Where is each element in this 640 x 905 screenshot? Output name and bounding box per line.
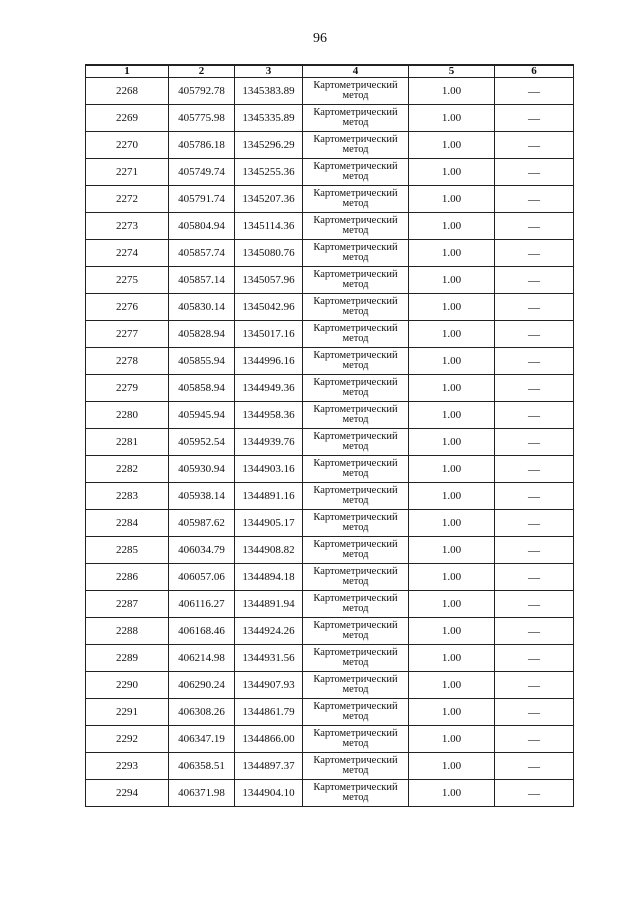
coordinate-x-cell: 405857.74 [169, 240, 235, 267]
table-row [86, 213, 574, 240]
table-row [86, 483, 574, 510]
note-cell: — [495, 375, 574, 402]
table-body [86, 78, 574, 807]
coordinate-y-cell: 1345255.36 [235, 159, 303, 186]
point-number-cell: 2276 [86, 294, 169, 321]
coordinate-y-cell: 1344949.36 [235, 375, 303, 402]
coordinate-y-cell: 1344924.26 [235, 618, 303, 645]
accuracy-cell: 1.00 [409, 780, 495, 807]
accuracy-cell: 1.00 [409, 483, 495, 510]
point-number-cell: 2274 [86, 240, 169, 267]
table-row [86, 618, 574, 645]
table-row [86, 375, 574, 402]
note-cell: — [495, 267, 574, 294]
coordinate-y-cell: 1345207.36 [235, 186, 303, 213]
column-header: 4 [303, 65, 409, 78]
table-row [86, 510, 574, 537]
coordinate-y-cell: 1344996.16 [235, 348, 303, 375]
coordinate-y-cell: 1344891.94 [235, 591, 303, 618]
column-header: 5 [409, 65, 495, 78]
coordinate-x-cell: 405858.94 [169, 375, 235, 402]
point-number-cell: 2288 [86, 618, 169, 645]
table-row [86, 780, 574, 807]
accuracy-cell: 1.00 [409, 591, 495, 618]
table-row [86, 240, 574, 267]
accuracy-cell: 1.00 [409, 672, 495, 699]
coordinate-x-cell: 405775.98 [169, 105, 235, 132]
accuracy-cell: 1.00 [409, 267, 495, 294]
point-number-cell: 2268 [86, 78, 169, 105]
method-cell: Картометрический метод [303, 267, 409, 294]
method-cell: Картометрический метод [303, 159, 409, 186]
accuracy-cell: 1.00 [409, 105, 495, 132]
note-cell: — [495, 753, 574, 780]
note-cell: — [495, 186, 574, 213]
coordinate-x-cell: 406116.27 [169, 591, 235, 618]
coordinate-y-cell: 1345335.89 [235, 105, 303, 132]
accuracy-cell: 1.00 [409, 132, 495, 159]
note-cell: — [495, 726, 574, 753]
method-cell: Картометрический метод [303, 699, 409, 726]
point-number-cell: 2287 [86, 591, 169, 618]
coordinate-x-cell: 406057.06 [169, 564, 235, 591]
point-number-cell: 2289 [86, 645, 169, 672]
coordinate-x-cell: 405945.94 [169, 402, 235, 429]
note-cell: — [495, 429, 574, 456]
coordinate-x-cell: 406358.51 [169, 753, 235, 780]
table-row [86, 294, 574, 321]
method-cell: Картометрический метод [303, 429, 409, 456]
note-cell: — [495, 564, 574, 591]
point-number-cell: 2277 [86, 321, 169, 348]
point-number-cell: 2279 [86, 375, 169, 402]
method-cell: Картометрический метод [303, 375, 409, 402]
method-cell: Картометрический метод [303, 456, 409, 483]
coordinate-x-cell: 406308.26 [169, 699, 235, 726]
accuracy-cell: 1.00 [409, 645, 495, 672]
coordinate-y-cell: 1345296.29 [235, 132, 303, 159]
note-cell: — [495, 780, 574, 807]
note-cell: — [495, 456, 574, 483]
method-cell: Картометрический метод [303, 294, 409, 321]
table-row [86, 78, 574, 105]
point-number-cell: 2292 [86, 726, 169, 753]
accuracy-cell: 1.00 [409, 294, 495, 321]
coordinate-x-cell: 405857.14 [169, 267, 235, 294]
page-number: 96 [313, 31, 327, 46]
point-number-cell: 2275 [86, 267, 169, 294]
accuracy-cell: 1.00 [409, 726, 495, 753]
table-row [86, 429, 574, 456]
coordinate-x-cell: 405749.74 [169, 159, 235, 186]
point-number-cell: 2285 [86, 537, 169, 564]
point-number-cell: 2278 [86, 348, 169, 375]
column-header: 1 [86, 65, 169, 78]
point-number-cell: 2280 [86, 402, 169, 429]
coordinate-y-cell: 1345057.96 [235, 267, 303, 294]
coordinate-y-cell: 1344904.10 [235, 780, 303, 807]
table-row [86, 159, 574, 186]
accuracy-cell: 1.00 [409, 348, 495, 375]
point-number-cell: 2272 [86, 186, 169, 213]
accuracy-cell: 1.00 [409, 429, 495, 456]
note-cell: — [495, 78, 574, 105]
coordinates-table [85, 64, 574, 807]
coordinate-y-cell: 1344905.17 [235, 510, 303, 537]
note-cell: — [495, 348, 574, 375]
accuracy-cell: 1.00 [409, 456, 495, 483]
accuracy-cell: 1.00 [409, 213, 495, 240]
table-row [86, 645, 574, 672]
column-header: 3 [235, 65, 303, 78]
note-cell: — [495, 159, 574, 186]
coordinate-y-cell: 1345114.36 [235, 213, 303, 240]
accuracy-cell: 1.00 [409, 618, 495, 645]
accuracy-cell: 1.00 [409, 537, 495, 564]
coordinate-x-cell: 405792.78 [169, 78, 235, 105]
coordinate-y-cell: 1345042.96 [235, 294, 303, 321]
accuracy-cell: 1.00 [409, 402, 495, 429]
note-cell: — [495, 699, 574, 726]
coordinate-x-cell: 406290.24 [169, 672, 235, 699]
coordinate-x-cell: 405855.94 [169, 348, 235, 375]
point-number-cell: 2270 [86, 132, 169, 159]
method-cell: Картометрический метод [303, 483, 409, 510]
note-cell: — [495, 483, 574, 510]
note-cell: — [495, 537, 574, 564]
point-number-cell: 2284 [86, 510, 169, 537]
coordinate-y-cell: 1344861.79 [235, 699, 303, 726]
point-number-cell: 2291 [86, 699, 169, 726]
method-cell: Картометрический метод [303, 402, 409, 429]
method-cell: Картометрический метод [303, 348, 409, 375]
method-cell: Картометрический метод [303, 753, 409, 780]
table-row [86, 456, 574, 483]
point-number-cell: 2283 [86, 483, 169, 510]
table-row [86, 591, 574, 618]
table-row [86, 537, 574, 564]
method-cell: Картометрический метод [303, 726, 409, 753]
accuracy-cell: 1.00 [409, 186, 495, 213]
coordinate-x-cell: 406168.46 [169, 618, 235, 645]
coordinate-y-cell: 1344866.00 [235, 726, 303, 753]
coordinate-x-cell: 405830.14 [169, 294, 235, 321]
table-row [86, 348, 574, 375]
coordinate-y-cell: 1345080.76 [235, 240, 303, 267]
point-number-cell: 2286 [86, 564, 169, 591]
coordinate-x-cell: 405987.62 [169, 510, 235, 537]
coordinate-x-cell: 406214.98 [169, 645, 235, 672]
method-cell: Картометрический метод [303, 132, 409, 159]
method-cell: Картометрический метод [303, 672, 409, 699]
coordinate-y-cell: 1345383.89 [235, 78, 303, 105]
method-cell: Картометрический метод [303, 537, 409, 564]
accuracy-cell: 1.00 [409, 753, 495, 780]
column-header: 6 [495, 65, 574, 78]
coordinate-x-cell: 406371.98 [169, 780, 235, 807]
coordinate-y-cell: 1344903.16 [235, 456, 303, 483]
table-row [86, 753, 574, 780]
coordinate-y-cell: 1344939.76 [235, 429, 303, 456]
point-number-cell: 2281 [86, 429, 169, 456]
note-cell: — [495, 618, 574, 645]
accuracy-cell: 1.00 [409, 699, 495, 726]
coordinate-y-cell: 1344907.93 [235, 672, 303, 699]
point-number-cell: 2269 [86, 105, 169, 132]
coordinate-x-cell: 405930.94 [169, 456, 235, 483]
accuracy-cell: 1.00 [409, 564, 495, 591]
note-cell: — [495, 591, 574, 618]
coordinate-y-cell: 1344894.18 [235, 564, 303, 591]
coordinate-x-cell: 405804.94 [169, 213, 235, 240]
method-cell: Картометрический метод [303, 564, 409, 591]
note-cell: — [495, 321, 574, 348]
point-number-cell: 2282 [86, 456, 169, 483]
coordinate-x-cell: 406034.79 [169, 537, 235, 564]
method-cell: Картометрический метод [303, 780, 409, 807]
method-cell: Картометрический метод [303, 645, 409, 672]
note-cell: — [495, 105, 574, 132]
coordinate-x-cell: 405791.74 [169, 186, 235, 213]
accuracy-cell: 1.00 [409, 78, 495, 105]
accuracy-cell: 1.00 [409, 510, 495, 537]
table-row [86, 267, 574, 294]
note-cell: — [495, 132, 574, 159]
coordinate-y-cell: 1344891.16 [235, 483, 303, 510]
table-row [86, 105, 574, 132]
note-cell: — [495, 240, 574, 267]
coordinate-y-cell: 1344908.82 [235, 537, 303, 564]
coordinate-x-cell: 405938.14 [169, 483, 235, 510]
note-cell: — [495, 213, 574, 240]
note-cell: — [495, 672, 574, 699]
method-cell: Картометрический метод [303, 78, 409, 105]
method-cell: Картометрический метод [303, 618, 409, 645]
point-number-cell: 2294 [86, 780, 169, 807]
point-number-cell: 2271 [86, 159, 169, 186]
table-row [86, 321, 574, 348]
coordinate-y-cell: 1345017.16 [235, 321, 303, 348]
method-cell: Картометрический метод [303, 321, 409, 348]
method-cell: Картометрический метод [303, 105, 409, 132]
note-cell: — [495, 294, 574, 321]
method-cell: Картометрический метод [303, 213, 409, 240]
column-header: 2 [169, 65, 235, 78]
accuracy-cell: 1.00 [409, 375, 495, 402]
coordinate-x-cell: 405786.18 [169, 132, 235, 159]
note-cell: — [495, 510, 574, 537]
method-cell: Картометрический метод [303, 510, 409, 537]
accuracy-cell: 1.00 [409, 321, 495, 348]
table-row [86, 726, 574, 753]
accuracy-cell: 1.00 [409, 159, 495, 186]
point-number-cell: 2273 [86, 213, 169, 240]
table-row [86, 564, 574, 591]
coordinate-x-cell: 405952.54 [169, 429, 235, 456]
table-row [86, 132, 574, 159]
coordinate-x-cell: 406347.19 [169, 726, 235, 753]
coordinate-y-cell: 1344958.36 [235, 402, 303, 429]
accuracy-cell: 1.00 [409, 240, 495, 267]
note-cell: — [495, 402, 574, 429]
method-cell: Картометрический метод [303, 591, 409, 618]
method-cell: Картометрический метод [303, 240, 409, 267]
coordinate-x-cell: 405828.94 [169, 321, 235, 348]
note-cell: — [495, 645, 574, 672]
table-row [86, 672, 574, 699]
table-row [86, 186, 574, 213]
coordinate-y-cell: 1344897.37 [235, 753, 303, 780]
header-row [86, 65, 574, 78]
point-number-cell: 2293 [86, 753, 169, 780]
point-number-cell: 2290 [86, 672, 169, 699]
table-row [86, 699, 574, 726]
coordinate-y-cell: 1344931.56 [235, 645, 303, 672]
table-row [86, 402, 574, 429]
method-cell: Картометрический метод [303, 186, 409, 213]
